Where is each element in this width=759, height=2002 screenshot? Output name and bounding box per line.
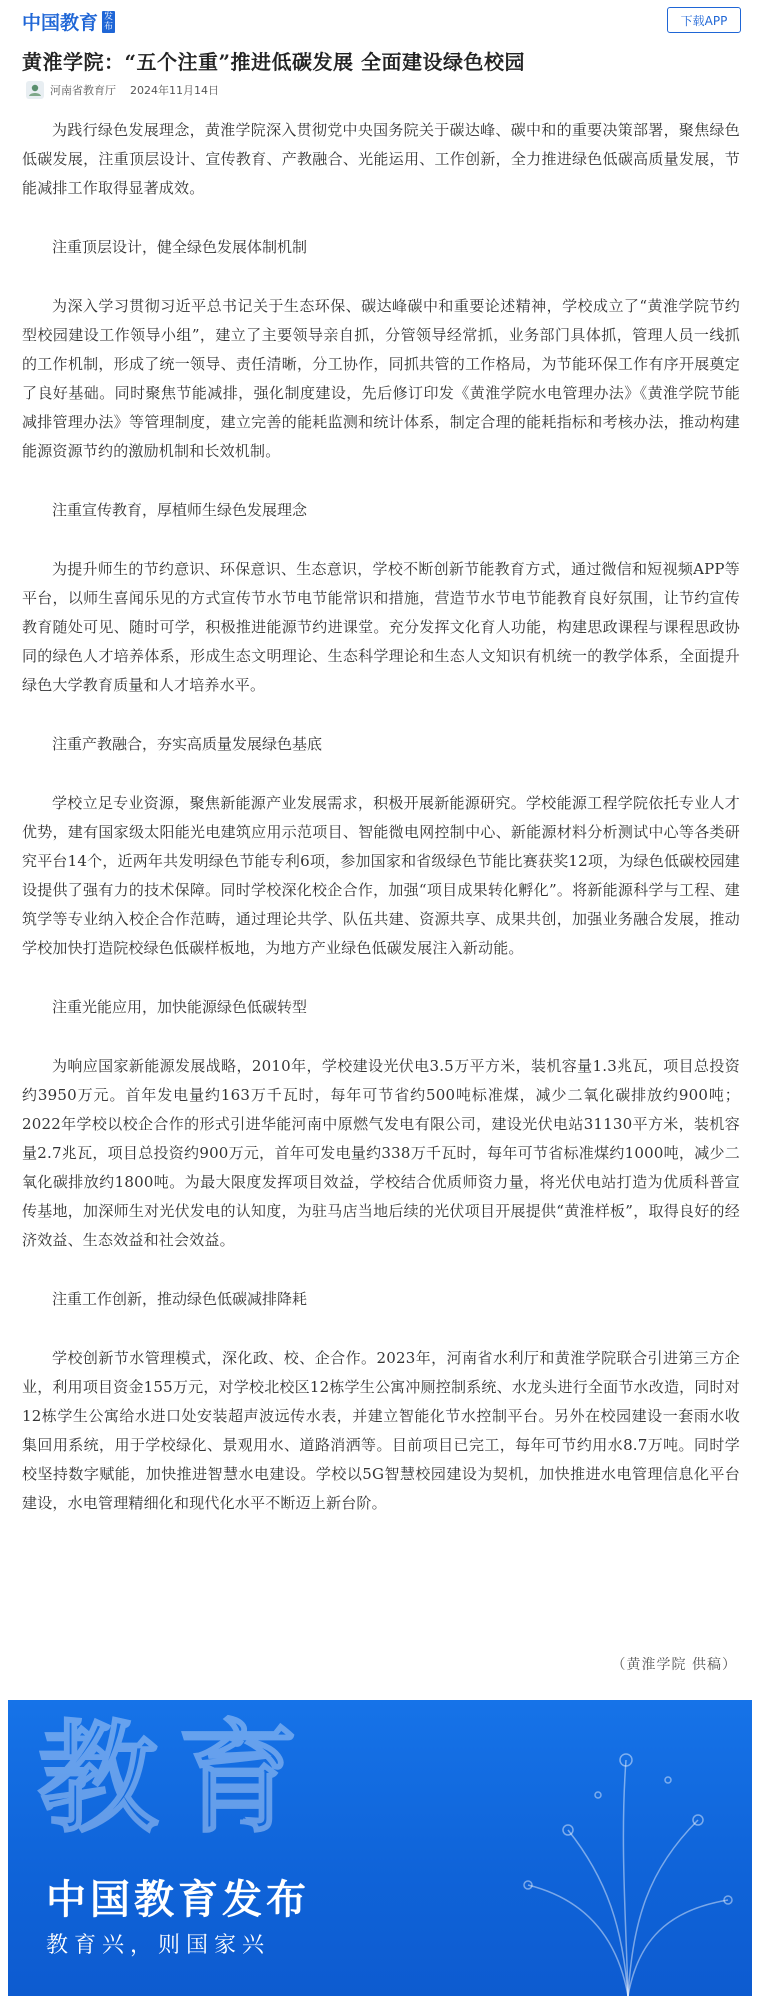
- paragraph: 为提升师生的节约意识、环保意识、生态意识，学校不断创新节能教育方式，通过微信和短视频APP等平台，以师生喜闻乐见的方式宣传节水节电节能常识和措施，营造节水节电节能教育良好氛围，让节约宣传教育随处可见、随时可学，积极推进能源节约进课堂。充分发挥文化育人功能，构建思政课程与课程思政协同的绿色人才培养体系，形成生态文明理论、生态科学理论和生态人文知识有机统一的教学体系，全面提升绿色大学教育质量和人才培养水平。: [22, 560, 740, 694]
- article-body: [22, 116, 740, 1548]
- section-heading: 注重顶层设计，健全绿色发展体制机制: [52, 238, 308, 256]
- promo-banner[interactable]: [8, 1700, 752, 1996]
- article-credit: （黄淮学院 供稿）: [611, 1657, 737, 1673]
- paragraph: 为深入学习贯彻习近平总书记关于生态环保、碳达峰碳中和重要论述精神，学校成立了“黄淮学院节约型校园建设工作领导小组”，建立了主要领导亲自抓，分管领导经常抓，业务部门具体抓，管理人员一线抓的工作机制，形成了统一领导、责任清晰，分工协作，同抓共管的工作格局，为节能环保工作有序开展奠定了良好基础。同时聚焦节能减排，强化制度建设，先后修订印发《黄淮学院水电管理办法》《黄淮学院节能减排管理办法》等管理制度，建立完善的能耗监测和统计体系，制定合理的能耗指标和考核办法，推动构建能源资源节约的激励机制和长效机制。: [22, 297, 740, 460]
- top-bar: [0, 0, 759, 40]
- dandelion-icon: [524, 1754, 732, 1996]
- section-heading: 注重工作创新，推动绿色低碳减排降耗: [52, 1290, 308, 1308]
- publish-date: 2024年11月14日: [130, 84, 219, 97]
- paragraph: 为践行绿色发展理念，黄淮学院深入贯彻党中央国务院关于碳达峰、碳中和的重要决策部署，聚焦绿色低碳发展，注重顶层设计、宣传教育、产教融合、光能运用、工作创新，全力推进绿色低碳高质量发展，节能减排工作取得显著成效。: [22, 121, 740, 197]
- banner-slogan: 教育兴，则国家兴: [46, 1933, 271, 1958]
- paragraph: 学校立足专业资源，聚焦新能源产业发展需求，积极开展新能源研究。学校能源工程学院依托专业人才优势，建有国家级太阳能光电建筑应用示范项目、智能微电网控制中心、新能源材料分析测试中心等各类研究平台14个，近两年共发明绿色节能专利6项，参加国家和省级绿色节能比赛获奖12项，为绿色低碳校园建设提供了强有力的技术保障。同时学校深化校企合作，加强“项目成果转化孵化”。将新能源科学与工程、建筑学等专业纳入校企合作范畴，通过理论共学、队伍共建、资源共享、成果共创，加强业务融合发展，推动学校加快打造院校绿色低碳样板地，为地方产业绿色低碳发展注入新动能。: [22, 794, 740, 957]
- article-title: 黄淮学院：“五个注重”推进低碳发展 全面建设绿色校园: [22, 50, 525, 74]
- download-app-button[interactable]: 下载APP: [667, 7, 741, 33]
- paragraph: 为响应国家新能源发展战略，2010年，学校建设光伏电3.5万平方米，装机容量1.3兆瓦，项目总投资约3950万元。首年发电量约163万千瓦时，每年可节省约500吨标准煤，减少二氧化碳排放约900吨；2022年学校以校企合作的形式引进华能河南中原燃气发电有限公司，建设光伏电站31130平方米，装机容量2.7兆瓦，项目总投资约900万元，首年可发电量约338万千瓦时，每年可节省标准煤约1000吨，减少二氧化碳排放约1800吨。为最大限度发挥项目效益，学校结合优质师资力量，将光伏电站打造为优质科普宣传基地，加深师生对光伏发电的认知度，为驻马店当地后续的光伏项目开展提供“黄淮样板”，取得良好的经济效益、生态效益和社会效益。: [22, 1057, 740, 1249]
- logo-tag-line1: 发: [104, 11, 114, 22]
- banner-watermark: 教育: [38, 1708, 318, 1849]
- section-heading: 注重宣传教育，厚植师生绿色发展理念: [52, 501, 308, 519]
- section-heading: 注重产教融合，夯实高质量发展绿色基底: [52, 735, 323, 753]
- banner-title: 中国教育发布: [46, 1876, 310, 1923]
- app-logo[interactable]: [22, 8, 115, 35]
- article-meta: [26, 80, 219, 100]
- logo-text: 中国教育: [22, 12, 99, 34]
- logo-tag: [102, 11, 115, 33]
- source-name: 河南省教育厅: [50, 84, 116, 97]
- source-avatar-icon: [26, 81, 44, 99]
- section-heading: 注重光能应用，加快能源绿色低碳转型: [52, 998, 308, 1016]
- paragraph: 学校创新节水管理模式，深化政、校、企合作。2023年，河南省水利厅和黄淮学院联合引进第三方企业，利用项目资金155万元，对学校北校区12栋学生公寓冲厕控制系统、水龙头进行全面节水改造，同时对12栋学生公寓给水进口处安装超声波远传水表，并建立智能化节水控制平台。另外在校园建设一套雨水收集回用系统，用于学校绿化、景观用水、道路消洒等。目前项目已完工，每年可节约用水8.7万吨。同时学校坚持数字赋能，加快推进智慧水电建设。学校以5G智慧校园建设为契机，加快推进水电管理信息化平台建设，水电管理精细化和现代化水平不断迈上新台阶。: [22, 1349, 740, 1512]
- logo-tag-line2: 布: [104, 21, 114, 32]
